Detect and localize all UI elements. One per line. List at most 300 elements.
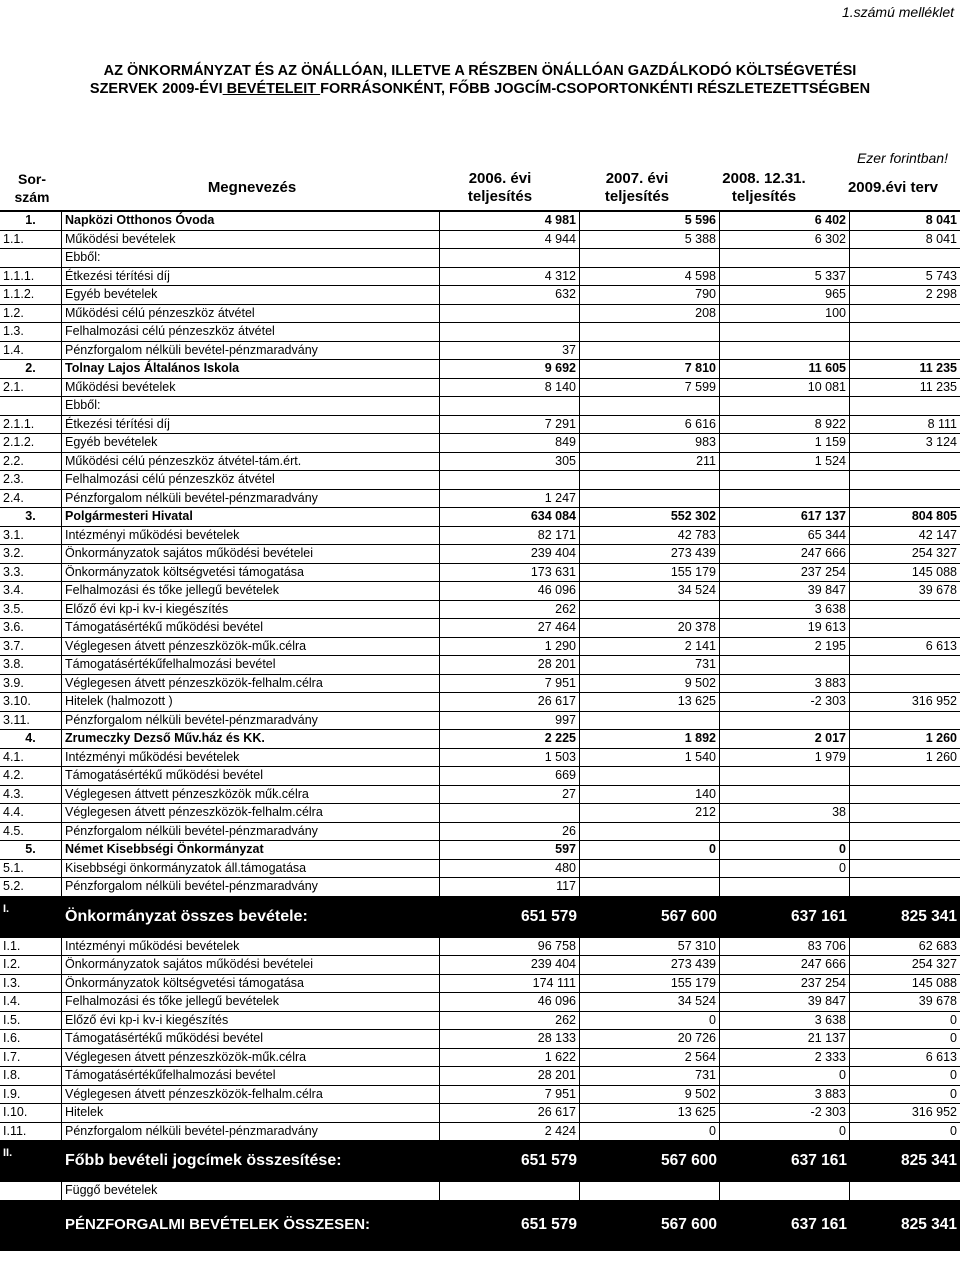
row-value-2007: 9 502 bbox=[580, 675, 720, 693]
row-code: 2.1.1. bbox=[0, 416, 62, 434]
row-value-2008: 1 979 bbox=[720, 749, 850, 767]
row-value-2009 bbox=[850, 786, 960, 804]
row-name: Előző évi kp-i kv-i kiegészítés bbox=[62, 601, 440, 619]
row-value-2009 bbox=[850, 601, 960, 619]
row-value-2009: 39 678 bbox=[918, 994, 957, 1008]
row-value-2008: 0 bbox=[720, 841, 850, 859]
row-value-2008: -2 303 bbox=[720, 693, 850, 711]
row-value-2008: 3 638 bbox=[720, 1012, 850, 1030]
row-code: 3.9. bbox=[0, 675, 62, 693]
table-row bbox=[0, 342, 960, 361]
table-row bbox=[0, 1123, 960, 1142]
row-name: Napközi Otthonos Óvoda bbox=[62, 212, 440, 230]
row-value-2006 bbox=[440, 249, 580, 267]
row-value-2008 bbox=[720, 323, 850, 341]
row-value-2009: 825 341 bbox=[900, 1152, 957, 1169]
row-value-2006: 28 133 bbox=[440, 1030, 580, 1048]
row-value-2008: 100 bbox=[720, 305, 850, 323]
row-value-2009: 5 743 bbox=[925, 268, 957, 283]
row-value-2008: 3 638 bbox=[720, 601, 850, 619]
row-value-2007: 155 179 bbox=[580, 564, 720, 582]
row-code: 3. bbox=[0, 508, 62, 526]
row-name: Polgármesteri Hivatal bbox=[62, 508, 440, 526]
row-value-2006: 8 140 bbox=[440, 379, 580, 397]
row-code: II. bbox=[3, 1147, 13, 1159]
row-value-2009: 254 327 bbox=[911, 546, 957, 560]
row-code: 2.1.2. bbox=[0, 434, 62, 452]
row-name: Felhalmozási és tőke jellegű bevételek bbox=[62, 993, 440, 1011]
unit-label: Ezer forintban! bbox=[856, 150, 948, 166]
row-value-2006: 96 758 bbox=[440, 938, 580, 956]
table-row bbox=[0, 767, 960, 786]
row-value-2008: 0 bbox=[720, 1067, 850, 1085]
row-value-2008: 6 402 bbox=[720, 212, 850, 230]
row-code: 3.6. bbox=[0, 619, 62, 637]
row-value-2007: 731 bbox=[580, 1067, 720, 1085]
row-value-2007: 211 bbox=[580, 453, 720, 471]
row-value-2009: 6 613 bbox=[925, 1049, 957, 1064]
row-value-2008: 2 333 bbox=[720, 1049, 850, 1067]
row-code: 5.2. bbox=[0, 878, 62, 896]
row-value-2006: 4 944 bbox=[440, 231, 580, 249]
row-code: 2.1. bbox=[0, 379, 62, 397]
table-row bbox=[0, 993, 960, 1012]
row-value-2006: 26 617 bbox=[440, 1104, 580, 1122]
row-value-2007 bbox=[580, 249, 720, 267]
table-row bbox=[0, 1182, 960, 1201]
table-row bbox=[0, 841, 960, 860]
title-line-2 bbox=[0, 80, 960, 98]
row-value-2006: 239 404 bbox=[440, 956, 580, 974]
row-value-2006: 262 bbox=[440, 1012, 580, 1030]
row-value-2008 bbox=[720, 878, 850, 896]
row-name: Véglegesen átvett pénzeszközök-felhalm.célra bbox=[62, 675, 440, 693]
row-value-2006: 1 247 bbox=[440, 490, 580, 508]
row-name: Pénzforgalom nélküli bevétel-pénzmaradvány bbox=[62, 823, 440, 841]
row-name: Működési bevételek bbox=[62, 379, 440, 397]
row-value-2008 bbox=[720, 656, 850, 674]
row-value-2006 bbox=[440, 397, 580, 415]
row-name: Támogatásértékű működési bevétel bbox=[62, 767, 440, 785]
row-name: Ebből: bbox=[62, 249, 440, 267]
row-value-2008 bbox=[720, 490, 850, 508]
table-row bbox=[0, 601, 960, 620]
row-name: Hitelek bbox=[62, 1104, 440, 1122]
row-value-2006: 46 096 bbox=[440, 993, 580, 1011]
row-value-2009 bbox=[850, 490, 960, 508]
row-value-2009 bbox=[850, 860, 960, 878]
table-row bbox=[0, 305, 960, 324]
row-value-2008 bbox=[720, 342, 850, 360]
row-name: Működési célú pénzeszköz átvétel-tám.ért. bbox=[62, 453, 440, 471]
row-value-2008: 617 137 bbox=[720, 508, 850, 526]
row-name: Intézményi működési bevételek bbox=[62, 749, 440, 767]
row-value-2007 bbox=[580, 323, 720, 341]
row-value-2008 bbox=[720, 471, 850, 489]
row-code: 1.1. bbox=[0, 231, 62, 249]
row-value-2008: 247 666 bbox=[720, 545, 850, 563]
row-value-2006: 1 622 bbox=[440, 1049, 580, 1067]
row-value-2009: 0 bbox=[950, 1123, 957, 1138]
row-value-2008 bbox=[720, 249, 850, 267]
table-row bbox=[0, 1012, 960, 1031]
row-name: Véglegesen átvett pénzeszközök-műk.célra bbox=[62, 1049, 440, 1067]
row-value-2006 bbox=[440, 305, 580, 323]
row-code: 3.2. bbox=[0, 545, 62, 563]
row-value-2008: 5 337 bbox=[720, 268, 850, 286]
row-value-2009: 145 088 bbox=[911, 564, 957, 579]
row-value-2008: 1 524 bbox=[720, 453, 850, 471]
row-value-2008: 21 137 bbox=[720, 1030, 850, 1048]
row-value-2007: 4 598 bbox=[580, 268, 720, 286]
row-value-2006: 26 bbox=[440, 823, 580, 841]
row-value-2008: 3 883 bbox=[720, 675, 850, 693]
table-row bbox=[0, 693, 960, 712]
row-code: I.2. bbox=[0, 956, 62, 974]
row-value-2009: 0 bbox=[950, 1031, 957, 1045]
row-value-2008 bbox=[720, 397, 850, 415]
row-name: Intézményi működési bevételek bbox=[62, 527, 440, 545]
row-value-2006: 997 bbox=[440, 712, 580, 730]
row-value-2007: 0 bbox=[580, 1012, 720, 1030]
header-2006-year: 2006. évi bbox=[468, 170, 532, 187]
row-value-2007: 6 616 bbox=[580, 416, 720, 434]
row-value-2009 bbox=[850, 712, 960, 730]
table-row bbox=[0, 508, 960, 527]
row-code: 5. bbox=[0, 841, 62, 859]
row-value-2008: -2 303 bbox=[720, 1104, 850, 1122]
row-name: Ebből: bbox=[62, 397, 440, 415]
row-value-2006: 28 201 bbox=[440, 1067, 580, 1085]
table-row bbox=[0, 712, 960, 731]
row-value-2008 bbox=[720, 712, 850, 730]
row-code: I.8. bbox=[0, 1067, 62, 1085]
table-row bbox=[0, 1030, 960, 1049]
table-row bbox=[0, 619, 960, 638]
row-value-2009 bbox=[850, 878, 960, 896]
row-value-2008: 3 883 bbox=[720, 1086, 850, 1104]
table-row bbox=[0, 1049, 960, 1068]
row-value-2009 bbox=[850, 249, 960, 267]
row-name: Önkormányzatok sajátos működési bevételei bbox=[62, 956, 440, 974]
row-value-2006: 2 424 bbox=[440, 1123, 580, 1141]
row-value-2007 bbox=[580, 712, 720, 730]
row-value-2006: 2 225 bbox=[440, 730, 580, 748]
row-value-2009: 316 952 bbox=[911, 694, 957, 708]
row-value-2006: 262 bbox=[440, 601, 580, 619]
row-code: I.11. bbox=[0, 1123, 62, 1141]
row-value-2008: 0 bbox=[720, 1123, 850, 1141]
row-value-2008: 39 847 bbox=[720, 993, 850, 1011]
row-name: Véglegesen átvett pénzeszközök-felhalm.célra bbox=[62, 804, 440, 822]
row-value-2009: 42 147 bbox=[918, 527, 957, 542]
row-value-2008: 637 161 bbox=[790, 1215, 847, 1233]
row-value-2006: 174 111 bbox=[440, 975, 580, 993]
table-row bbox=[0, 397, 960, 416]
row-name: Egyéb bevételek bbox=[62, 286, 440, 304]
row-value-2008: 237 254 bbox=[720, 975, 850, 993]
row-value-2008: 38 bbox=[720, 804, 850, 822]
row-value-2009: 11 235 bbox=[919, 361, 957, 375]
row-code: 4.1. bbox=[0, 749, 62, 767]
row-name: Intézményi működési bevételek bbox=[62, 938, 440, 956]
row-code: 4.4. bbox=[0, 804, 62, 822]
row-value-2006: 4 981 bbox=[440, 212, 580, 230]
row-value-2009: 8 041 bbox=[925, 231, 957, 246]
row-value-2006: 37 bbox=[440, 342, 580, 360]
table-row bbox=[0, 416, 960, 435]
row-value-2007 bbox=[580, 767, 720, 785]
table-row bbox=[0, 231, 960, 250]
row-name: Előző évi kp-i kv-i kiegészítés bbox=[62, 1012, 440, 1030]
row-value-2009: 2 298 bbox=[925, 287, 957, 301]
row-value-2006: 26 617 bbox=[440, 693, 580, 711]
title-line-1: AZ ÖNKORMÁNYZAT ÉS AZ ÖNÁLLÓAN, ILLETVE A RÉSZBEN ÖNÁLLÓAN GAZDÁLKODÓ KÖLTSÉGVETÉSI bbox=[103, 63, 857, 79]
row-value-2007 bbox=[580, 490, 720, 508]
row-value-2006 bbox=[440, 804, 580, 822]
table-row bbox=[0, 823, 960, 842]
row-code: 2. bbox=[0, 360, 62, 378]
row-value-2009 bbox=[850, 397, 960, 415]
row-value-2006: 7 951 bbox=[440, 675, 580, 693]
table-row bbox=[0, 656, 960, 675]
row-value-2006: 46 096 bbox=[440, 582, 580, 600]
table-row bbox=[0, 286, 960, 305]
table-row bbox=[0, 956, 960, 975]
row-value-2007: 273 439 bbox=[580, 956, 720, 974]
table-row bbox=[0, 490, 960, 509]
row-value-2006: 27 bbox=[440, 786, 580, 804]
row-code: 3.5. bbox=[0, 601, 62, 619]
row-value-2008: 0 bbox=[720, 860, 850, 878]
row-value-2008: 247 666 bbox=[720, 956, 850, 974]
row-name: Felhalmozási és tőke jellegű bevételek bbox=[62, 582, 440, 600]
page-title bbox=[0, 62, 960, 98]
row-name: Kisebbségi önkormányzatok áll.támogatása bbox=[62, 860, 440, 878]
table-row bbox=[0, 804, 960, 823]
row-value-2008: 10 081 bbox=[720, 379, 850, 397]
row-value-2006: 634 084 bbox=[440, 508, 580, 526]
table-row bbox=[0, 860, 960, 879]
row-name: Támogatásértékű működési bevétel bbox=[62, 1030, 440, 1048]
row-value-2009: 6 613 bbox=[925, 638, 957, 653]
row-name: Működési célú pénzeszköz átvétel bbox=[62, 305, 440, 323]
row-value-2009: 39 678 bbox=[918, 583, 957, 597]
row-value-2007: 5 388 bbox=[580, 231, 720, 249]
row-code: I.3. bbox=[0, 975, 62, 993]
row-value-2007: 5 596 bbox=[580, 212, 720, 230]
row-value-2007: 140 bbox=[580, 786, 720, 804]
table-row bbox=[0, 675, 960, 694]
row-name: Étkezési térítési díj bbox=[62, 268, 440, 286]
row-name: Pénzforgalom nélküli bevétel-pénzmaradvány bbox=[62, 878, 440, 896]
row-value-2007: 20 726 bbox=[580, 1030, 720, 1048]
row-code: 4. bbox=[0, 730, 62, 748]
row-name: Önkormányzat összes bevétele: bbox=[65, 907, 308, 925]
row-value-2009: 0 bbox=[950, 1086, 957, 1101]
row-value-2007: 20 378 bbox=[580, 619, 720, 637]
row-code bbox=[0, 1182, 62, 1200]
row-value-2006 bbox=[440, 471, 580, 489]
header-sorszam bbox=[4, 170, 60, 206]
row-value-2006: 651 579 bbox=[520, 1152, 577, 1169]
row-name: Támogatásértékűfelhalmozási bevétel bbox=[62, 1067, 440, 1085]
row-value-2006 bbox=[440, 1182, 580, 1200]
row-value-2009 bbox=[850, 323, 960, 341]
row-value-2006: 632 bbox=[440, 286, 580, 304]
row-value-2009 bbox=[850, 305, 960, 323]
row-value-2007: 567 600 bbox=[660, 907, 717, 925]
table-row bbox=[0, 323, 960, 342]
title-line-2b: BEVÉTELEIT bbox=[222, 81, 321, 97]
table-row bbox=[0, 453, 960, 472]
row-code: 1.4. bbox=[0, 342, 62, 360]
row-value-2006: 651 579 bbox=[520, 907, 577, 925]
row-value-2007: 1 540 bbox=[580, 749, 720, 767]
row-value-2009 bbox=[850, 841, 960, 859]
table-row bbox=[0, 638, 960, 657]
row-value-2007 bbox=[580, 342, 720, 360]
row-value-2009 bbox=[850, 342, 960, 360]
row-name: Egyéb bevételek bbox=[62, 434, 440, 452]
table-row bbox=[0, 471, 960, 490]
row-value-2009: 804 805 bbox=[911, 509, 957, 523]
header-2007-year: 2007. évi bbox=[605, 170, 669, 187]
row-value-2009: 1 260 bbox=[925, 749, 957, 764]
row-value-2009: 0 bbox=[950, 1068, 957, 1082]
table-row bbox=[0, 564, 960, 583]
row-value-2008: 2 017 bbox=[720, 730, 850, 748]
row-code: 2.3. bbox=[0, 471, 62, 489]
row-value-2007: 552 302 bbox=[580, 508, 720, 526]
row-value-2009: 825 341 bbox=[900, 907, 957, 925]
row-name: Önkormányzatok sajátos működési bevételei bbox=[62, 545, 440, 563]
row-code: I.9. bbox=[0, 1086, 62, 1104]
row-value-2006: 305 bbox=[440, 453, 580, 471]
header-megnevezes: Megnevezés bbox=[207, 179, 297, 196]
row-value-2006: 27 464 bbox=[440, 619, 580, 637]
row-name: Főbb bevételi jogcímek összesítése: bbox=[65, 1152, 342, 1169]
table-row bbox=[0, 975, 960, 994]
row-name: Tolnay Lajos Általános Iskola bbox=[62, 360, 440, 378]
row-name: Pénzforgalom nélküli bevétel-pénzmaradvány bbox=[62, 712, 440, 730]
table-row bbox=[0, 582, 960, 601]
row-value-2007 bbox=[580, 1182, 720, 1200]
row-code bbox=[0, 397, 62, 415]
row-name: Függő bevételek bbox=[62, 1182, 440, 1200]
row-value-2008: 19 613 bbox=[720, 619, 850, 637]
row-value-2007 bbox=[580, 823, 720, 841]
row-value-2008: 965 bbox=[720, 286, 850, 304]
row-value-2007: 1 892 bbox=[580, 730, 720, 748]
row-name: Véglegesen átvett pénzeszközök-felhalm.célra bbox=[62, 1086, 440, 1104]
table-row bbox=[0, 730, 960, 749]
row-name: Önkormányzatok költségvetési támogatása bbox=[62, 564, 440, 582]
row-code: 3.10. bbox=[0, 693, 62, 711]
row-code: I.10. bbox=[0, 1104, 62, 1122]
row-value-2006: 239 404 bbox=[440, 545, 580, 563]
row-code: I.5. bbox=[0, 1012, 62, 1030]
row-name: Felhalmozási célú pénzeszköz átvétel bbox=[62, 471, 440, 489]
row-name: Támogatásértékű működési bevétel bbox=[62, 619, 440, 637]
row-value-2008: 11 605 bbox=[720, 360, 850, 378]
row-code: I.4. bbox=[0, 993, 62, 1011]
table-row bbox=[0, 360, 960, 379]
header-2009: 2009.évi terv bbox=[847, 179, 939, 196]
row-code: 3.1. bbox=[0, 527, 62, 545]
row-value-2007: 208 bbox=[580, 305, 720, 323]
row-code bbox=[0, 249, 62, 267]
row-value-2007: 57 310 bbox=[580, 938, 720, 956]
row-name: Felhalmozási célú pénzeszköz átvétel bbox=[62, 323, 440, 341]
row-value-2009: 62 683 bbox=[918, 938, 957, 953]
row-code: 4.5. bbox=[0, 823, 62, 841]
row-value-2007: 7 599 bbox=[580, 379, 720, 397]
row-value-2007 bbox=[580, 860, 720, 878]
row-value-2007: 13 625 bbox=[580, 693, 720, 711]
row-value-2006: 7 291 bbox=[440, 416, 580, 434]
row-value-2007: 34 524 bbox=[580, 993, 720, 1011]
row-value-2009 bbox=[850, 767, 960, 785]
row-code: 1.1.1. bbox=[0, 268, 62, 286]
row-value-2007: 567 600 bbox=[660, 1215, 717, 1233]
row-value-2007 bbox=[580, 878, 720, 896]
row-name: Pénzforgalom nélküli bevétel-pénzmaradvány bbox=[62, 1123, 440, 1141]
row-code: 1. bbox=[0, 212, 62, 230]
row-value-2007: 0 bbox=[580, 841, 720, 859]
table-row bbox=[0, 379, 960, 398]
row-value-2007: 2 564 bbox=[580, 1049, 720, 1067]
revenue-table bbox=[0, 210, 960, 1251]
row-code: I. bbox=[3, 902, 10, 915]
row-value-2007: 212 bbox=[580, 804, 720, 822]
table-row bbox=[0, 1086, 960, 1105]
row-code: I.6. bbox=[0, 1030, 62, 1048]
row-value-2006: 669 bbox=[440, 767, 580, 785]
row-code: 3.11. bbox=[0, 712, 62, 730]
row-value-2009: 8 111 bbox=[927, 416, 957, 431]
row-value-2007: 790 bbox=[580, 286, 720, 304]
header-2008-label: teljesítés bbox=[731, 188, 797, 205]
row-value-2008 bbox=[720, 823, 850, 841]
row-value-2008: 2 195 bbox=[720, 638, 850, 656]
row-value-2009 bbox=[850, 471, 960, 489]
table-row bbox=[0, 527, 960, 546]
header-2008-year: 2008. 12.31. bbox=[722, 170, 806, 187]
row-code: 3.7. bbox=[0, 638, 62, 656]
row-value-2006: 1 290 bbox=[440, 638, 580, 656]
row-value-2007: 9 502 bbox=[580, 1086, 720, 1104]
row-value-2009 bbox=[850, 619, 960, 637]
row-value-2006: 480 bbox=[440, 860, 580, 878]
row-value-2006: 28 201 bbox=[440, 656, 580, 674]
table-row bbox=[0, 1141, 960, 1182]
row-value-2006: 9 692 bbox=[440, 360, 580, 378]
row-value-2009: 11 235 bbox=[919, 379, 957, 394]
table-row bbox=[0, 545, 960, 564]
table-row bbox=[0, 749, 960, 768]
row-value-2006: 82 171 bbox=[440, 527, 580, 545]
row-name: Önkormányzatok költségvetési támogatása bbox=[62, 975, 440, 993]
row-name: Zrumeczky Dezső Műv.ház és KK. bbox=[62, 730, 440, 748]
row-code: I.7. bbox=[0, 1049, 62, 1067]
table-row bbox=[0, 249, 960, 268]
row-name: Véglegesen átvett pénzeszközök-műk.célra bbox=[62, 638, 440, 656]
row-value-2009: 145 088 bbox=[911, 975, 957, 990]
row-value-2006 bbox=[440, 323, 580, 341]
row-value-2006: 7 951 bbox=[440, 1086, 580, 1104]
row-value-2008: 39 847 bbox=[720, 582, 850, 600]
